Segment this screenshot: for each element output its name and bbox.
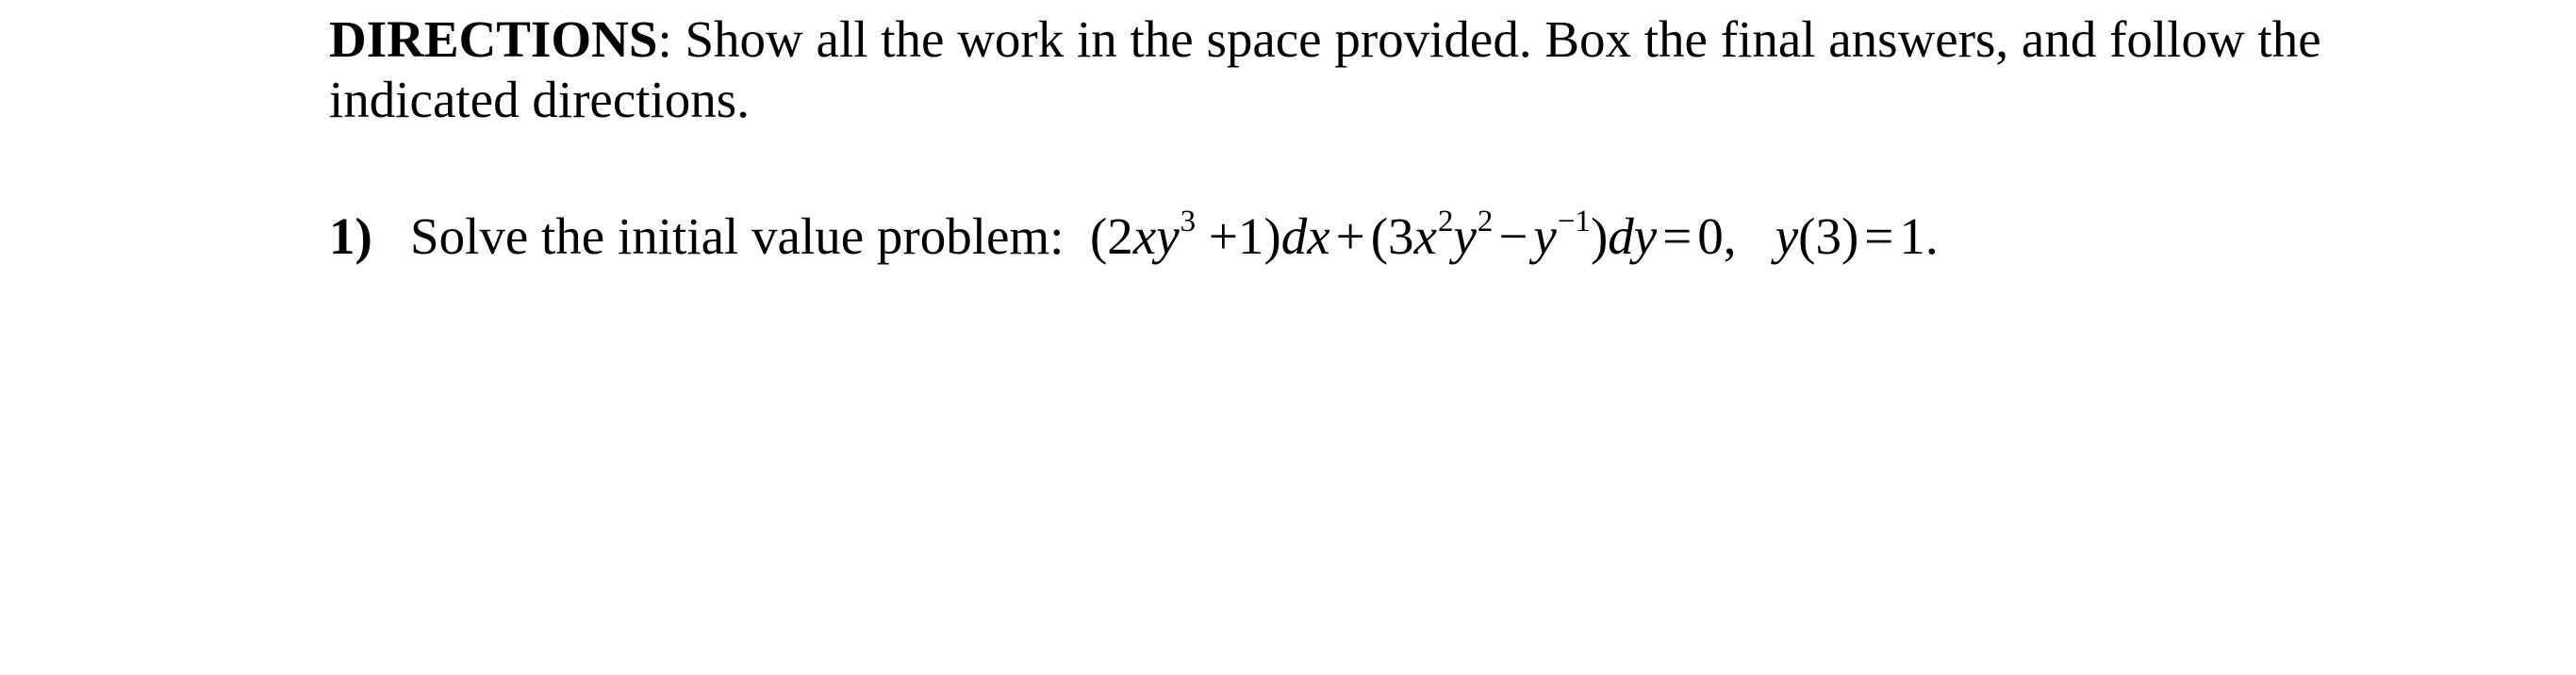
ic-value: 1. bbox=[1899, 207, 1939, 265]
problem-1 bbox=[329, 204, 1939, 277]
eq-open-paren-1: (2 bbox=[1089, 207, 1133, 265]
directions-paragraph bbox=[329, 9, 2460, 130]
differential-equation bbox=[1090, 207, 1939, 265]
eq-var-y2: y bbox=[1453, 207, 1477, 265]
directions-label: DIRECTIONS bbox=[329, 10, 658, 68]
ic-argument: (3) bbox=[1798, 207, 1859, 265]
eq-exponent-4: −1 bbox=[1557, 205, 1591, 239]
problem-number: 1) bbox=[329, 207, 372, 265]
eq-var-x1: x bbox=[1132, 207, 1157, 265]
eq-minus: − bbox=[1498, 207, 1528, 265]
eq-var-y3: y bbox=[1533, 207, 1557, 265]
eq-exponent-1: 3 bbox=[1180, 205, 1197, 239]
problem-prompt: Solve the initial value problem: bbox=[410, 207, 1065, 265]
eq-exponent-3: 2 bbox=[1477, 205, 1494, 239]
eq-plus-one: +1) bbox=[1208, 207, 1281, 265]
eq-exponent-2: 2 bbox=[1437, 205, 1454, 239]
eq-close-paren-2: ) bbox=[1590, 207, 1609, 265]
ic-equals: = bbox=[1864, 207, 1894, 265]
eq-var-y1: y bbox=[1156, 207, 1180, 265]
eq-equals-1: = bbox=[1662, 207, 1693, 265]
eq-var-x2: x bbox=[1413, 207, 1437, 265]
ic-var-y: y bbox=[1775, 207, 1799, 265]
eq-plus-2: + bbox=[1335, 207, 1365, 265]
eq-zero: 0, bbox=[1697, 207, 1737, 265]
eq-open-paren-2: (3 bbox=[1370, 207, 1414, 265]
directions-text: : Show all the work in the space provided. Box the final answers, and follow the indicated directions. bbox=[329, 10, 2321, 128]
eq-dy: dy bbox=[1608, 207, 1658, 265]
eq-dx: dx bbox=[1280, 207, 1330, 265]
